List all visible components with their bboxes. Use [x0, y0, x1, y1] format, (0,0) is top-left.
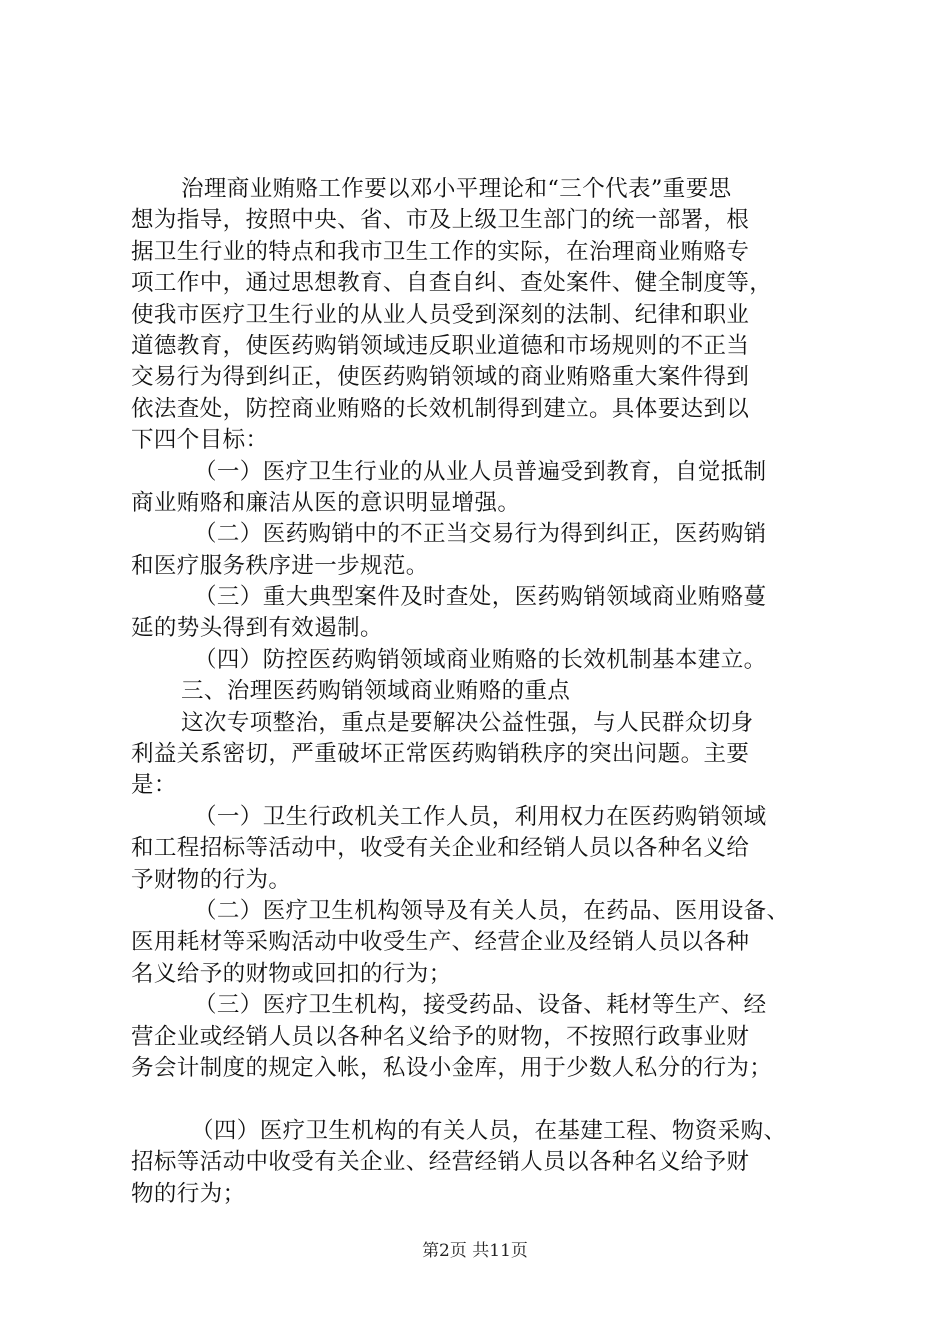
page-footer	[0, 1240, 950, 1262]
text-line: 交易行为得到纠正，使医药购销领域的商业贿赂重大案件得到	[131, 364, 750, 391]
text-line: 商业贿赂和廉洁从医的意识明显增强。	[131, 489, 521, 516]
text-line: 使我市医疗卫生行业的从业人员受到深刻的法制、纪律和职业	[131, 301, 750, 328]
text-line: 依法查处，防控商业贿赂的长效机制得到建立。具体要达到以	[131, 395, 750, 422]
document-body	[131, 174, 831, 1210]
text-line: （三）医疗卫生机构，接受药品、设备、耗材等生产、经	[194, 992, 767, 1019]
text-line: 这次专项整治，重点是要解决公益性强，与人民群众切身	[181, 709, 754, 736]
text-line: 治理商业贿赂工作要以邓小平理论和“三个代表”重要思	[181, 176, 732, 202]
text-line: 道德教育，使医药购销领域违反职业道德和市场规则的不正当	[131, 332, 750, 359]
text-line: 是：	[131, 772, 177, 799]
text-line: （四）医疗卫生机构的有关人员，在基建工程、物资采购、	[191, 1117, 787, 1144]
section-heading: 三、治理医药购销领域商业贿赂的重点	[181, 678, 571, 705]
text-line: （二）医药购销中的不正当交易行为得到纠正，医药购销	[194, 521, 767, 548]
text-line: 务会计制度的规定入帐，私设小金库，用于少数人私分的行为；	[131, 1054, 773, 1081]
text-line: 和工程招标等活动中，收受有关企业和经销人员以各种名义给	[131, 835, 750, 862]
text-line: 利益关系密切，严重破坏正常医药购销秩序的突出问题。主要	[131, 741, 750, 768]
text-line: 名义给予的财物或回扣的行为；	[131, 960, 452, 987]
text-line: 营企业或经销人员以各种名义给予的财物，不按照行政事业财	[131, 1023, 750, 1050]
text-line: 下四个目标：	[131, 427, 269, 454]
text-line: 想为指导，按照中央、省、市及上级卫生部门的统一部署，根	[131, 207, 750, 234]
text-line: 医用耗材等采购活动中收受生产、经营企业及经销人员以各种	[131, 929, 750, 956]
text-line: （二）医疗卫生机构领导及有关人员，在药品、医用设备、	[194, 897, 790, 924]
page-number: 第2页 共11页	[422, 1241, 528, 1261]
text-line: 和医疗服务秩序进一步规范。	[131, 552, 429, 579]
text-line: 予财物的行为。	[131, 866, 292, 893]
text-line: 招标等活动中收受有关企业、经营经销人员以各种名义给予财	[131, 1149, 750, 1176]
text-line: 物的行为；	[131, 1180, 246, 1207]
text-line: （四）防控医药购销领域商业贿赂的长效机制基本建立。	[194, 646, 767, 673]
text-line: （一）医疗卫生行业的从业人员普遍受到教育，自觉抵制	[194, 458, 767, 485]
text-line: （一）卫生行政机关工作人员，利用权力在医药购销领域	[194, 803, 767, 830]
text-line: 项工作中，通过思想教育、自查自纠、查处案件、健全制度等，	[131, 270, 773, 297]
text-line: （三）重大典型案件及时查处，医药购销领域商业贿赂蔓	[194, 584, 767, 611]
text-line: 据卫生行业的特点和我市卫生工作的实际，在治理商业贿赂专	[131, 238, 750, 265]
text-line: 延的势头得到有效遏制。	[131, 615, 383, 642]
paragraph-gap	[131, 1084, 831, 1115]
